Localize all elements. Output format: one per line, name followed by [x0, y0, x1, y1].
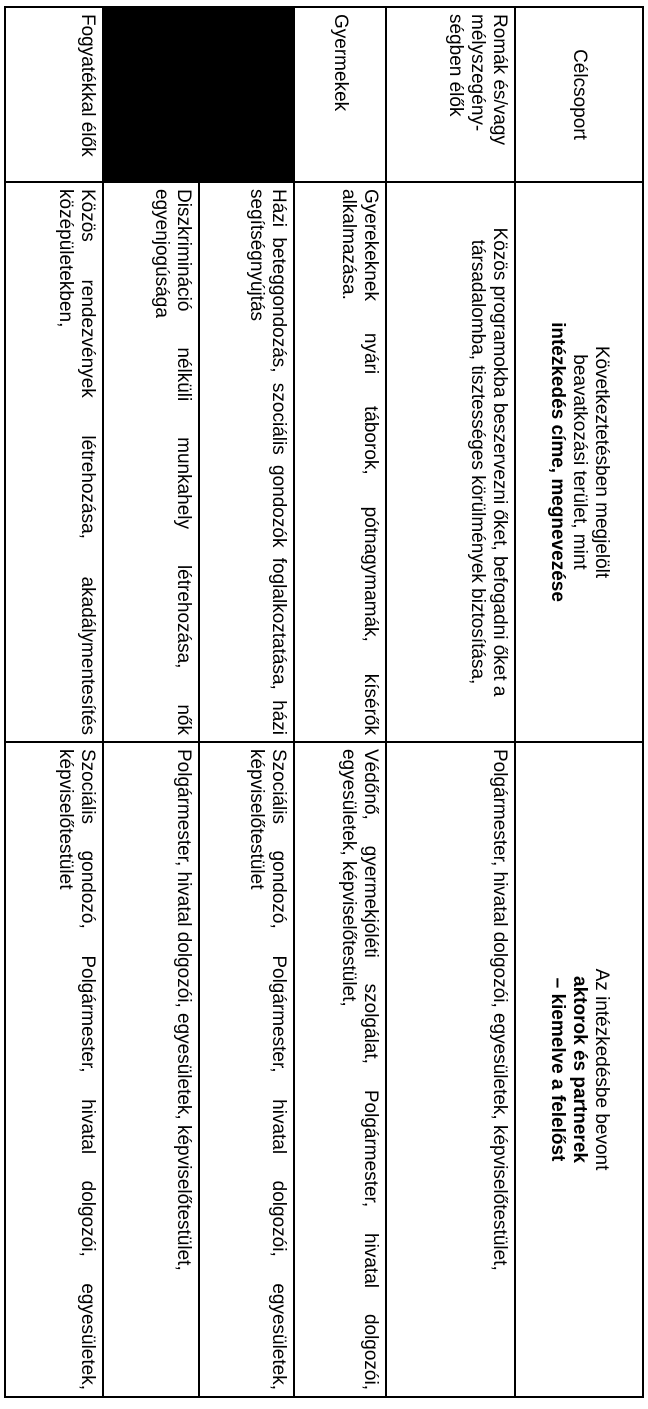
actors-cell: Polgármester, hivatal dolgozói, egyesületek, képviselőtestület, — [103, 742, 199, 1397]
actors-cell: Szociális gondozó, Polgármester, hivatal dolgozói, egyesületek, képviselőtestület — [199, 742, 295, 1397]
table-row — [103, 7, 199, 1397]
target-cell: Fogyatékkal élők — [5, 7, 103, 182]
header-measure-line1: Következtetésben megjelölt — [591, 345, 613, 579]
actors-cell: Polgármester, hivatal dolgozói, egyesületek, képviselőtestület, — [386, 742, 516, 1397]
target-cell: Romák és/vagy mélyszegény-ségben élők — [386, 7, 516, 182]
header-actors-line3: – kiemelve a felelőst — [547, 977, 569, 1162]
measure-cell: Közös rendezvények létrehozása, akadálymentesítés középületekben, — [5, 182, 103, 742]
header-actors — [515, 742, 643, 1397]
header-target-group — [515, 7, 643, 182]
header-target-group-label: Célcsoport — [569, 49, 591, 140]
table-row — [199, 7, 295, 1397]
measures-table — [4, 6, 644, 1398]
actors-cell: Szociális gondozó, Polgármester, hivatal dolgozói, egyesületek, képviselőtestület — [5, 742, 103, 1397]
target-cell: Gyermekek — [294, 7, 385, 182]
header-measure-line2: beavatkozási terület, mint — [569, 354, 591, 570]
table-row — [386, 7, 516, 1397]
measure-cell: Diszkrimináció nélküli munkahely létrehozása, nők egyenjogúsága — [103, 182, 199, 742]
header-actors-line1: Az intézkedésbe bevont — [591, 968, 613, 1171]
measure-cell: Gyerekeknek nyári táborok, pótnagymamák, kísérők alkalmazása. — [294, 182, 385, 742]
target-cell-blank — [103, 7, 294, 182]
header-actors-line2: aktorok és partnerek — [569, 976, 591, 1163]
table-row — [294, 7, 385, 1397]
measure-cell: Házi beteggondozás, szociális gondozók foglalkoztatása, házi segítségnyújtás — [199, 182, 295, 742]
header-row — [515, 7, 643, 1397]
table-row — [5, 7, 103, 1397]
measure-cell: Közös programokba beszervezni őket, befogadni őket a társadalomba, tisztességes körülmények biztosítása, — [386, 182, 516, 742]
header-measure-line3: intézkedés címe, megnevezése — [547, 322, 569, 602]
actors-cell: Védőnő, gyermekjóléti szolgálat, Polgármester, hivatal dolgozói, egyesületek, képviselőtestület, — [294, 742, 385, 1397]
header-measure — [515, 182, 643, 742]
